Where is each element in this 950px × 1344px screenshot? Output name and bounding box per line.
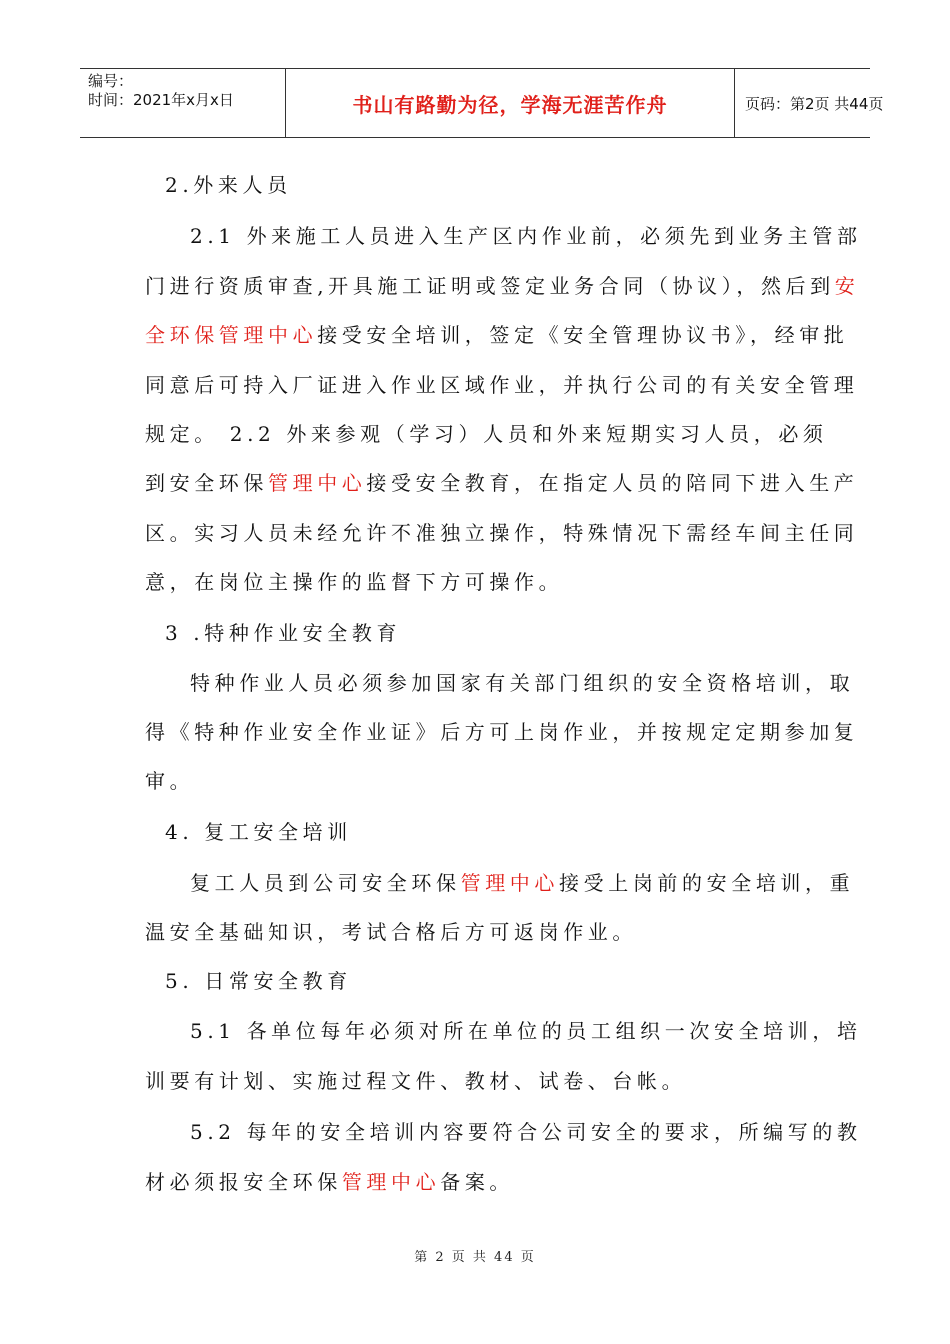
para-4-line-1 — [190, 868, 854, 898]
para-5-1-line-2: 训要有计划、实施过程文件、教材、试卷、台帐。 — [145, 1069, 687, 1093]
para-2-1-line-5: 规定。 2.2 外来参观（学习）人员和外来短期实习人员，必须 — [145, 422, 828, 446]
document-header — [80, 68, 884, 138]
text-run: 复工人员到公司安全环保 — [190, 871, 461, 895]
para-3-line-2: 得《特种作业安全作业证》后方可上岗作业，并按规定定期参加复 — [145, 720, 859, 744]
highlight-run: 全环保管理中心 — [145, 323, 318, 347]
para-2-1-line-2 — [145, 271, 859, 301]
highlight-run: 管理中心 — [460, 871, 560, 895]
para-3-line-3: 审。 — [145, 769, 195, 793]
para-2-1-line-1: 2.1 外来施工人员进入生产区内作业前，必须先到业务主管部 — [190, 224, 862, 248]
text-run: 材必须报安全环保 — [145, 1170, 342, 1194]
text-run: 接受安全教育，在指定人员的陪同下进入生产 — [366, 471, 859, 495]
para-5-2-line-2 — [145, 1167, 514, 1197]
text-run: 门进行资质审查,开具施工证明或签定业务合同（协议），然后到 — [145, 274, 835, 298]
highlight-run: 管理中心 — [341, 1170, 441, 1194]
para-2-2-line-3: 区。实习人员未经允许不准独立操作，特殊情况下需经车间主任同 — [145, 521, 859, 545]
text-run: 备案。 — [440, 1170, 515, 1194]
section-2-title: 2.外来人员 — [165, 173, 292, 197]
page-footer: 第 2 页 共 44 页 — [414, 1250, 536, 1265]
highlight-run: 安 — [834, 274, 860, 298]
para-2-2-line-4: 意，在岗位主操作的监督下方可操作。 — [145, 570, 564, 594]
para-5-2-line-1: 5.2 每年的安全培训内容要符合公司安全的要求，所编写的教 — [190, 1120, 862, 1144]
header-meta — [80, 69, 285, 137]
section-5-title: 5. 日常安全教育 — [165, 969, 352, 993]
text-run: 到安全环保 — [145, 471, 268, 495]
section-3-title: 3 .特种作业安全教育 — [165, 621, 402, 645]
section-4-title: 4. 复工安全培训 — [165, 820, 352, 844]
para-2-1-line-4: 同意后可持入厂证进入作业区域作业，并执行公司的有关安全管理 — [145, 373, 859, 397]
text-run: 接受上岗前的安全培训，重 — [559, 871, 855, 895]
text-run: 接受安全培训，签定《安全管理协议书》，经审批 — [317, 323, 849, 347]
code-label: 编号： — [88, 72, 134, 90]
date-label: 时间：2021年x月x日 — [88, 91, 234, 109]
para-2-1-line-3 — [145, 320, 848, 350]
para-2-2-line-2 — [145, 468, 858, 498]
highlight-run: 管理中心 — [268, 471, 367, 495]
header-page-info: 页码：第2页 共44页 — [745, 94, 884, 113]
para-3-line-1: 特种作业人员必须参加国家有关部门组织的安全资格培训，取 — [190, 671, 855, 695]
para-4-line-2: 温安全基础知识，考试合格后方可返岗作业。 — [145, 920, 637, 944]
para-5-1-line-1: 5.1 各单位每年必须对所在单位的员工组织一次安全培训，培 — [190, 1019, 862, 1043]
header-motto: 书山有路勤为径，学海无涯苦作舟 — [285, 69, 735, 137]
